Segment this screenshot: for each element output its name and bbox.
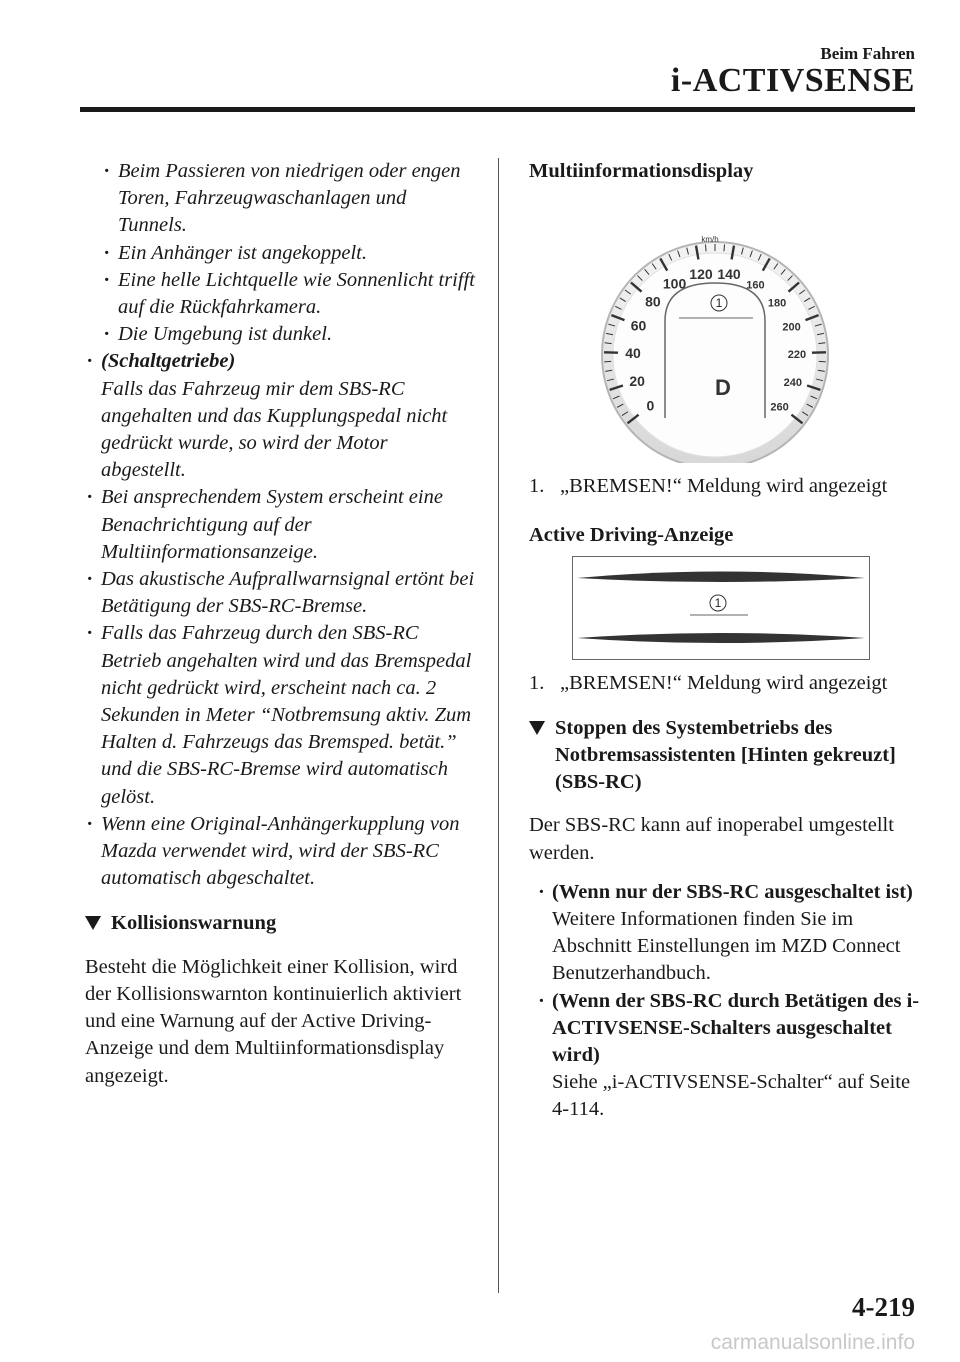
- watermark: carmanualsonline.info: [710, 1331, 915, 1354]
- triangle-marker-icon: [529, 721, 545, 735]
- speed-label: 240: [783, 376, 803, 389]
- caption-number: 1.: [529, 671, 545, 694]
- option-text: Siehe „i-ACTIVSENSE-Schalter“ auf Seite 4-114.: [552, 1071, 911, 1121]
- right-column: [529, 158, 924, 1124]
- speed-label: 200: [782, 321, 801, 334]
- heading-text: Kollisionswarnung: [111, 912, 277, 935]
- note-bullet: · Das akustische Aufprallwarnsignal ertönt bei Betätigung der SBS-RC-Bremse.: [85, 566, 475, 620]
- adi-title: Active Driving-Anzeige: [529, 524, 734, 547]
- manual-transmission-title: (Schaltgetriebe): [101, 350, 236, 373]
- caption-text: „BREMSEN!“ Meldung wird angezeigt: [560, 475, 888, 498]
- option-title: (Wenn nur der SBS-RC ausgeschaltet ist): [552, 880, 913, 903]
- adi-caption: [529, 670, 924, 697]
- collision-warning-paragraph: Besteht die Möglichkeit einer Kollision, wird der Kollisionswarnton kontinuierlich aktiviert und eine Warnung auf der Active Driving-Anzeige und dem Multiinformationsdisplay angezeigt.: [85, 955, 462, 1087]
- sub-bullet: · Beim Passieren von niedrigen oder engen Toren, Fahrzeugwaschanlagen und Tunnels.: [102, 158, 475, 240]
- sub-bullet: · Ein Anhänger ist angekoppelt.: [102, 240, 475, 267]
- note-bullet: · Bei ansprechendem System erscheint eine Benachrichtigung auf der Multiinformationsanzeige.: [85, 484, 475, 566]
- heading-text: Stoppen des Systembetriebs des Notbremsassistenten [Hinten gekreuzt] (SBS-RC): [555, 716, 896, 794]
- option-item: [536, 879, 924, 988]
- collision-warning-heading: [85, 910, 475, 937]
- speed-label: 120: [689, 266, 713, 283]
- minor-tick: [705, 245, 706, 252]
- sub-bullet: · Die Umgebung ist dunkel.: [102, 321, 475, 348]
- note-bullet: · Wenn eine Original-Anhängerkupplung von Mazda verwendet wird, wird der SBS-RC automatisch abgeschaltet.: [85, 811, 475, 893]
- page-number: 4-219: [852, 1292, 915, 1322]
- column-divider: [498, 158, 499, 1293]
- speed-label: 20: [629, 372, 645, 389]
- caption-text: „BREMSEN!“ Meldung wird angezeigt: [560, 671, 888, 694]
- left-column: [85, 158, 475, 1090]
- speed-label: 100: [662, 275, 687, 292]
- minor-tick: [724, 245, 725, 252]
- manual-transmission-note: [85, 348, 475, 484]
- speed-label: 160: [746, 279, 765, 292]
- speed-label: 0: [646, 397, 655, 414]
- speed-label: 140: [717, 266, 741, 283]
- note-bullet: · Falls das Fahrzeug durch den SBS-RC Betrieb angehalten wird und das Bremspedal nicht gedrückt wird, erscheint nach ca. 2 Sekunden in Meter “Notbremsung aktiv. Zum Halten d. Fahrzeugs das Bremsped. betät.” und die SBS-RC-Bremse wird automatisch gelöst.: [85, 620, 475, 810]
- stop-system-heading: [529, 715, 924, 797]
- speedometer-figure: [595, 193, 835, 463]
- sub-bullet: · Eine helle Lichtquelle wie Sonnenlicht trifft auf die Rückfahrkamera.: [102, 267, 475, 321]
- speed-label: 180: [767, 297, 787, 310]
- speed-label: 260: [770, 401, 789, 414]
- speed-label: 220: [787, 349, 807, 362]
- speed-label: 80: [645, 293, 661, 310]
- option-text: Weitere Informationen finden Sie im Abschnitt Einstellungen im MZD Connect Benutzerhandbuch.: [552, 908, 901, 985]
- speed-label: 40: [625, 345, 641, 362]
- section-title: Beim Fahren: [820, 44, 915, 63]
- callout-1: 1: [715, 296, 723, 311]
- option-item: [536, 988, 924, 1124]
- header-rule: [80, 107, 915, 112]
- speed-label: 60: [630, 317, 647, 334]
- gear-indicator: D: [715, 375, 731, 401]
- speed-unit-label: km/h: [701, 235, 719, 245]
- caption-number: 1.: [529, 475, 545, 498]
- mid-caption: [529, 473, 924, 500]
- stop-system-paragraph: Der SBS-RC kann auf inoperabel umgestellt werden.: [529, 814, 894, 864]
- triangle-marker-icon: [85, 916, 101, 930]
- chapter-title: i-ACTIVSENSE: [670, 62, 915, 99]
- active-driving-display-figure: [572, 556, 870, 660]
- callout-1: 1: [714, 595, 722, 610]
- mid-title: Multiinformationsdisplay: [529, 160, 754, 182]
- option-title: (Wenn der SBS-RC durch Betätigen des i-ACTIVSENSE-Schalters ausgeschaltet wird): [552, 989, 920, 1067]
- manual-transmission-text: Falls das Fahrzeug mir dem SBS-RC angehalten und das Kupplungspedal nicht gedrückt wurde, so wird der Motor abgestellt.: [101, 377, 448, 482]
